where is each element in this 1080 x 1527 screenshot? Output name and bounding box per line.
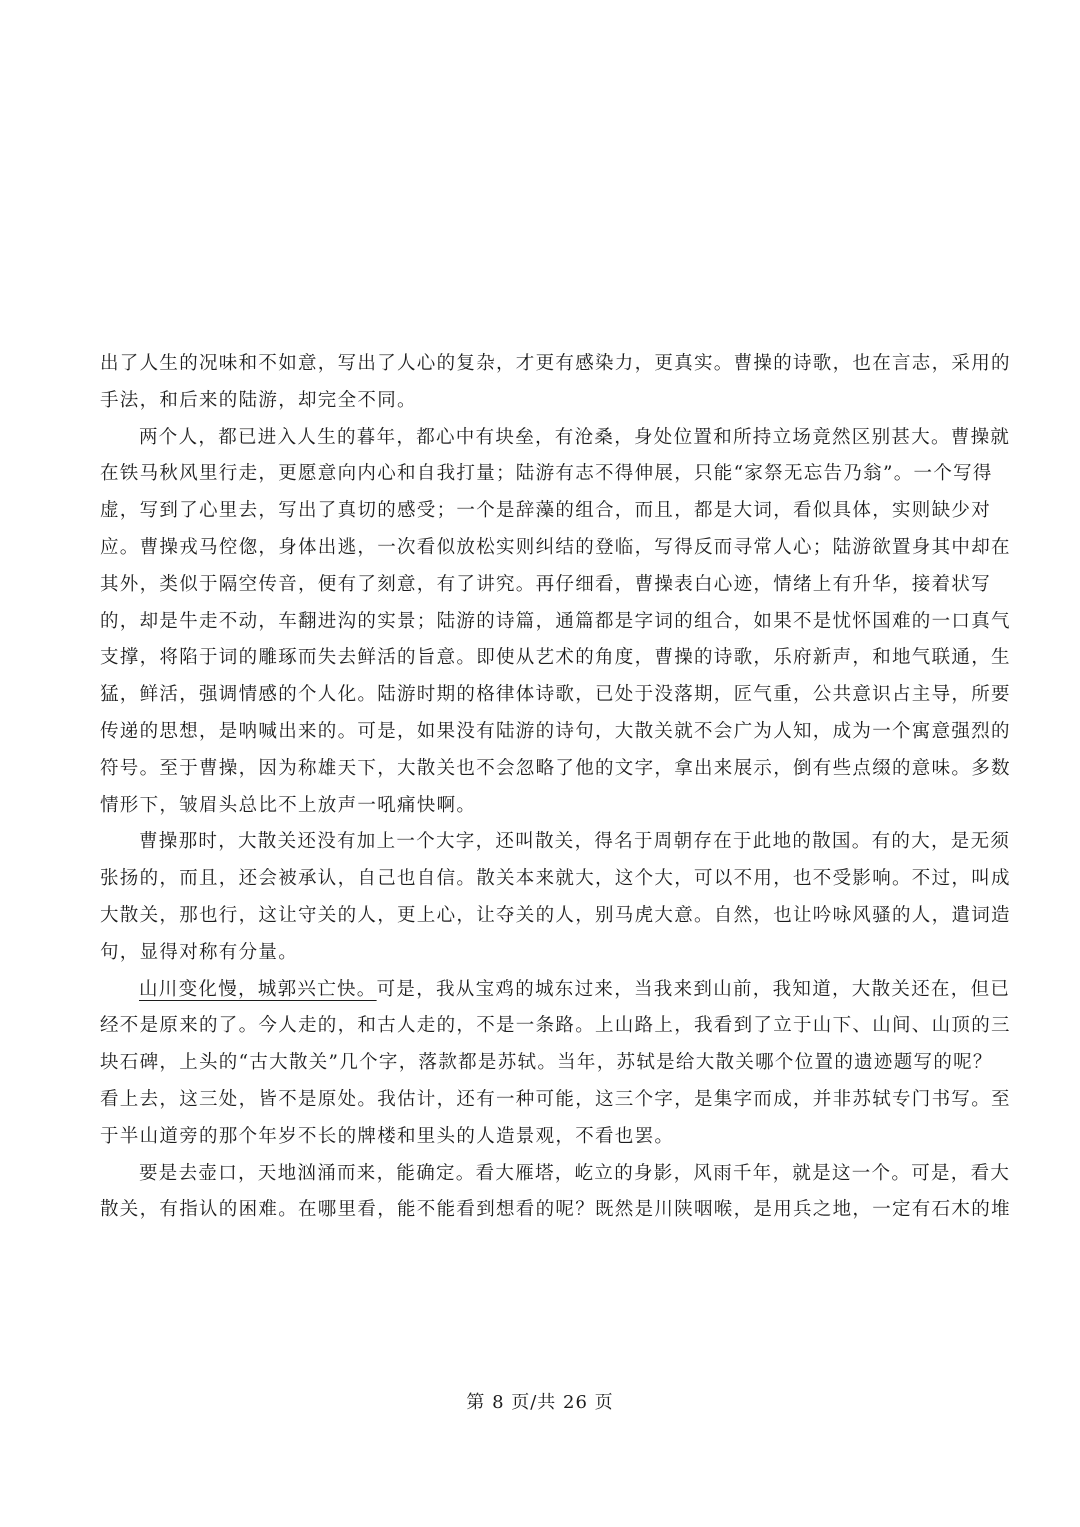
text-line: 两个人，都已进入人生的暮年，都心中有块垒，有沧桑，身处位置和所持立场竟然区别甚大。曹操就: [139, 426, 1011, 448]
paragraph: [100, 1156, 1011, 1230]
text-line: 散关，有指认的困难。在哪里看，能不能看到想看的呢？既然是川陕咽喉，是用兵之地，一定有石木的堆: [100, 1199, 1011, 1221]
text-line: 猛，鲜活，强调情感的个人化。陆游时期的格律体诗歌，已处于没落期，匠气重，公共意识占主导，所要: [100, 684, 1011, 706]
text-line: 传递的思想，是呐喊出来的。可是，如果没有陆游的诗句，大散关就不会广为人知，成为一个寓意强烈的: [100, 720, 1011, 742]
text-line: 手法，和后来的陆游，却完全不同。: [100, 389, 417, 411]
text-line: 曹操那时，大散关还没有加上一个大字，还叫散关，得名于周朝存在于此地的散国。有的大，是无须: [139, 831, 1011, 853]
text-line: 其外，类似于隔空传音，便有了刻意，有了讲究。再仔细看，曹操表白心迹，情绪上有升华，接着状写: [100, 573, 992, 595]
text-line: 块石碑，上头的“古大散关”几个字，落款都是苏轼。当年，苏轼是给大散关哪个位置的遗迹题写的呢？: [100, 1052, 993, 1074]
text-line: 支撑，将陷于词的雕琢而失去鲜活的旨意。即使从艺术的角度，曹操的诗歌，乐府新声，和地气联通，生: [100, 647, 1011, 669]
paragraph: [100, 420, 1011, 825]
text-line: 情形下，皱眉头总比不上放声一吼痛快啊。: [100, 794, 477, 816]
text-line: 大散关，那也行，这让守关的人，更上心，让夺关的人，别马虎大意。自然，也让吟咏风骚的人，遣词造: [100, 904, 1011, 926]
text-line: 经不是原来的了。今人走的，和古人走的，不是一条路。上山路上，我看到了立于山下、山间、山顶的三: [100, 1015, 1011, 1037]
paragraph: [100, 346, 1011, 420]
text-line: 符号。至于曹操，因为称雄天下，大散关也不会忽略了他的文字，拿出来展示，倒有些点缀的意味。多数: [100, 757, 1011, 779]
page-number-footer: 第 8 页/共 26 页: [466, 1392, 614, 1413]
text-line: 张扬的，而且，还会被承认，自己也自信。散关本来就大，这个大，可以不用，也不受影响。不过，叫成: [100, 868, 1011, 890]
paragraph: [100, 824, 1011, 971]
paragraph: [100, 972, 1011, 1156]
text-line: 句，显得对称有分量。: [100, 941, 299, 963]
text-line: 要是去壶口，天地汹涌而来，能确定。看大雁塔，屹立的身影，风雨千年，就是这一个。可是，看大: [139, 1162, 1011, 1184]
text-line: 的，却是牛走不动，车翻进沟的实景；陆游的诗篇，通篇都是字词的组合，如果不是忧怀国难的一口真气: [100, 610, 1011, 632]
text-line: 应。曹操戎马倥偬，身体出逃，一次看似放松实则纠结的登临，写得反而寻常人心；陆游欲置身其中却在: [100, 536, 1011, 558]
text-line: 虚，写到了心里去，写出了真切的感受；一个是辞藻的组合，而且，都是大词，看似具体，实则缺少对: [100, 500, 992, 522]
body-text: [100, 346, 1011, 1229]
text-line: 看上去，这三处，皆不是原处。我估计，还有一种可能，这三个字，是集字而成，并非苏轼专门书写。至: [100, 1088, 1011, 1110]
text-line: 于半山道旁的那个年岁不长的牌楼和里头的人造景观，不看也罢。: [100, 1125, 675, 1147]
text-line: 在铁马秋风里行走，更愿意向内心和自我打量；陆游有志不得伸展，只能“家祭无忘告乃翁”。一个写得: [100, 463, 993, 485]
text-line: 出了人生的况味和不如意，写出了人心的复杂，才更有感染力，更真实。曹操的诗歌，也在言志，采用的: [100, 353, 1011, 374]
underlined-phrase: 山川变化慢，城郭兴亡快。: [139, 978, 377, 1000]
text-line: [100, 972, 1011, 1009]
text-run: 可是，我从宝鸡的城东过来，当我来到山前，我知道，大散关还在，但已: [376, 978, 1011, 1000]
